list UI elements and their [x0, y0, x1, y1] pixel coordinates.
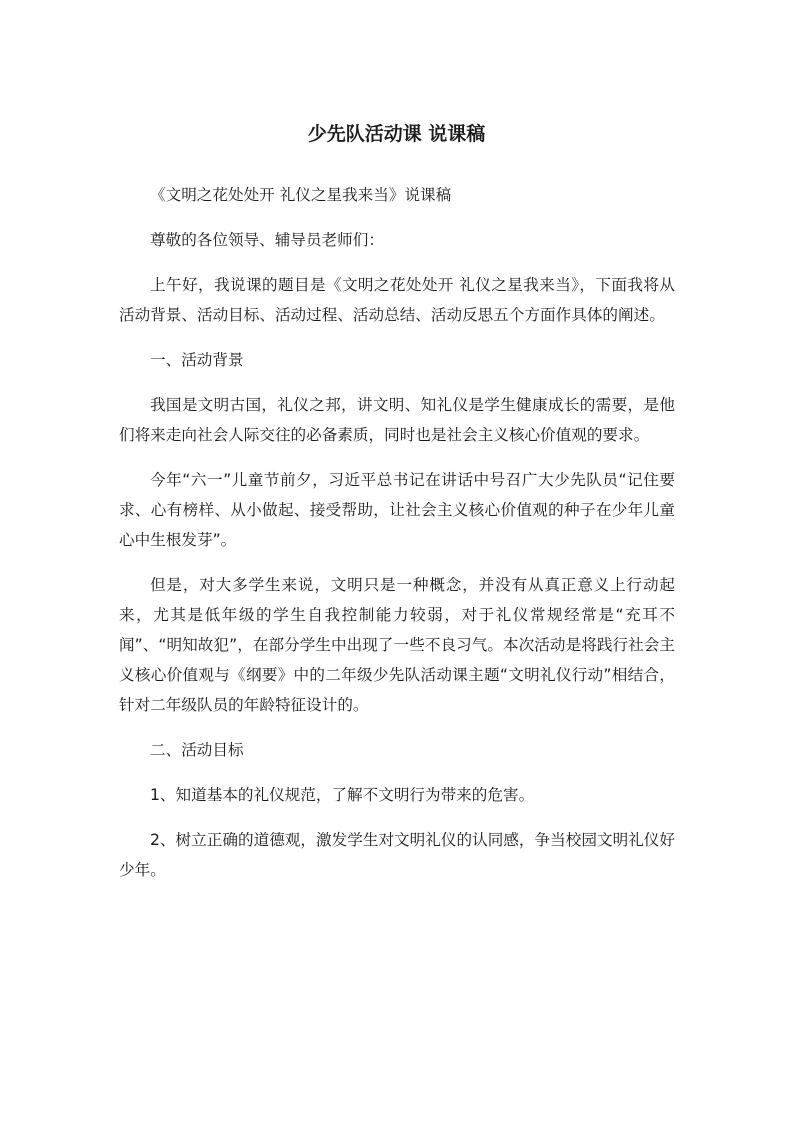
background-paragraph-1: 我国是文明古国，礼仪之邦，讲文明、知礼仪是学生健康成长的需要，是他们将来走向社会人际交往的必备素质，同时也是社会主义核心价值观的要求。	[119, 396, 675, 444]
goal-item-1: 1、知道基本的礼仪规范，了解不文明行为带来的危害。	[150, 786, 535, 804]
goal-item-2: 2、树立正确的道德观，激发学生对文明礼仪的认同感，争当校园文明礼仪好少年。	[119, 831, 675, 879]
background-paragraph-2: 今年“六一”儿童节前夕，习近平总书记在讲话中号召广大少先队员“记住要求、心有榜样、从小做起、接受帮助，让社会主义核心价值观的种子在少年儿童心中生根发芽”。	[119, 471, 675, 549]
intro-paragraph: 上午好，我说课的题目是《文明之花处处开 礼仪之星我来当》，下面我将从活动背景、活动目标、活动过程、活动总结、活动反思五个方面作具体的阐述。	[119, 276, 675, 324]
section-heading-goals: 二、活动目标	[150, 741, 244, 759]
section-heading-background: 一、活动背景	[150, 351, 244, 369]
background-paragraph-3: 但是，对大多学生来说，文明只是一种概念，并没有从真正意义上行动起来，尤其是低年级的学生自我控制能力较弱，对于礼仪常规经常是“充耳不闻”、“明知故犯”，在部分学生中出现了一些不良习气。本次活动是将践行社会主义核心价值观与《纲要》中的二年级少先队活动课主题“文明礼仪行动”相结合，针对二年级队员的年龄特征设计的。	[119, 576, 675, 714]
salutation: 尊敬的各位领导、辅导员老师们：	[150, 231, 384, 249]
document-body	[119, 180, 675, 900]
document-title: 少先队活动课 说课稿	[307, 123, 486, 145]
speech-subtitle: 《文明之花处处开 礼仪之星我来当》说课稿	[150, 186, 452, 204]
